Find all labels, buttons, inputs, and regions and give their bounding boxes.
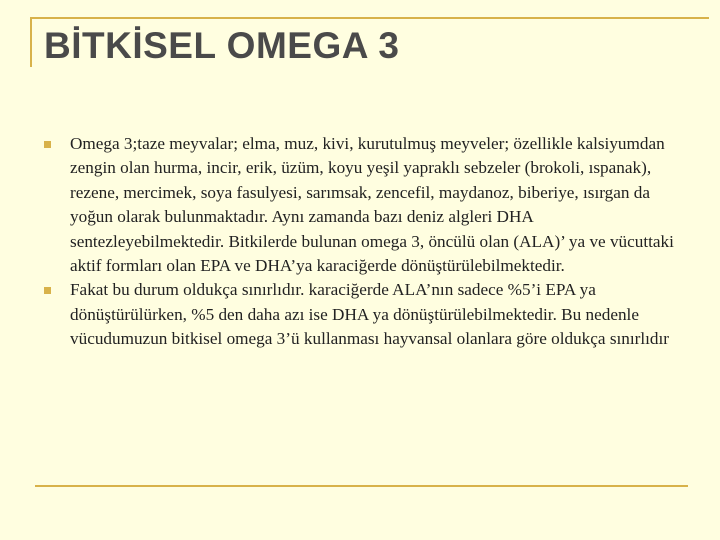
bullet-item — [44, 278, 689, 351]
square-bullet-icon — [44, 141, 51, 148]
top-border-line — [30, 17, 709, 19]
square-bullet-icon — [44, 287, 51, 294]
bullet-item — [44, 132, 689, 278]
bullet-text: Fakat bu durum oldukça sınırlıdır. karaciğerde ALA’nın sadece %5’i EPA ya dönüştürülürken, %5 den daha azı ise DHA ya dönüştürülebilmektedir. Bu nedenle vücudumuzun bitkisel omega 3’ü kullanması hayvansal olanlara göre oldukça sınırlıdır — [70, 280, 670, 349]
left-border-line — [30, 17, 32, 67]
slide-title: BİTKİSEL OMEGA 3 — [44, 25, 400, 66]
bullet-text: Omega 3;taze meyvalar; elma, muz, kivi, kurutulmuş meyveler; özellikle kalsiyumdan zengin olan hurma, incir, erik, üzüm, koyu yeşil yapraklı sebzeler (brokoli, ıspanak), rezene, mercimek, soya fasulyesi, sarımsak, zencefil, maydanoz, biberiye, ısırgan da yoğun olarak bulunmaktadır. Aynı zamanda bazı deniz algleri DHA sentezleyebilmektedir. Bitkilerde bulunan omega 3, öncülü olan (ALA)’ ya ve vücuttaki aktif formları olan EPA ve DHA’ya karaciğerde dönüştürülebilmektedir. — [70, 134, 674, 276]
bottom-border-line — [35, 485, 688, 487]
bullet-list — [44, 132, 689, 352]
